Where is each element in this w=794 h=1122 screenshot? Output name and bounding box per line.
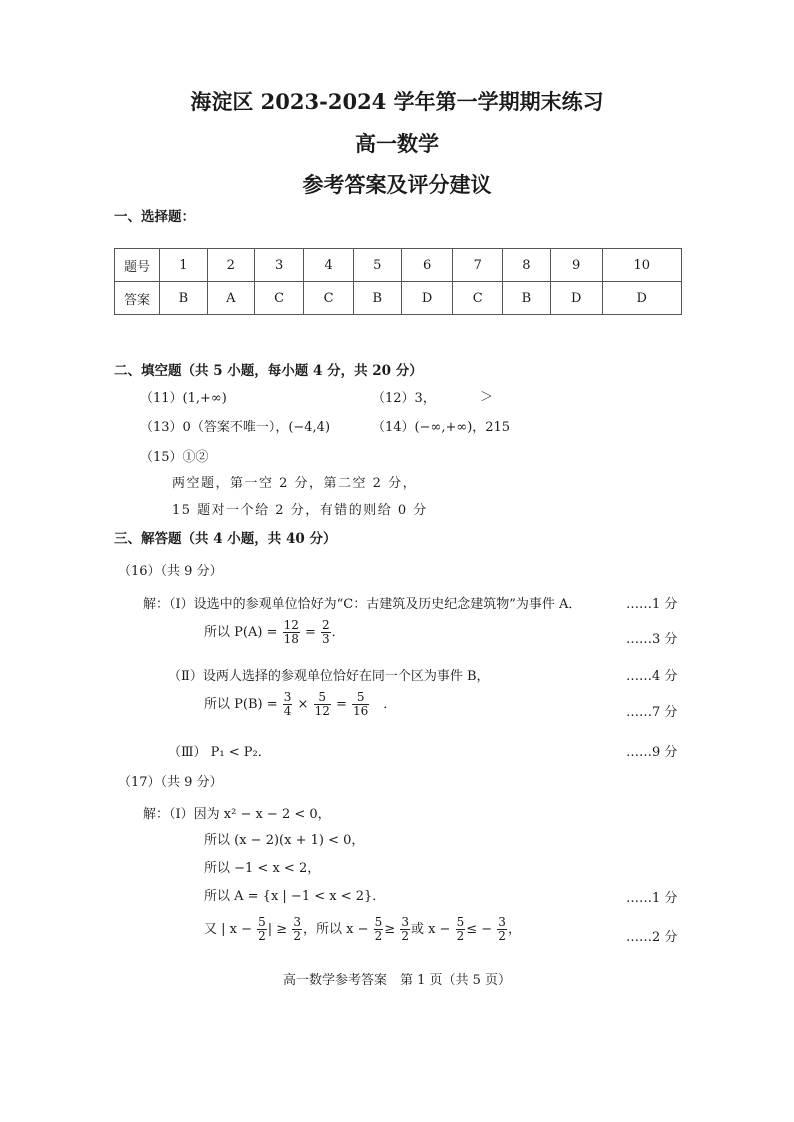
answer-12: （12）3， — [372, 391, 436, 406]
q16-part2: （Ⅱ）设两人选择的参观单位恰好在同一个区为事件 B， — [168, 669, 490, 684]
fraction: $\frac{5}{2}$ — [258, 915, 266, 943]
answer-15: （15）①② — [140, 450, 209, 465]
answer-cell: A — [207, 282, 254, 315]
row-label-question: 题号 — [115, 249, 160, 282]
q17-line1: 解：（Ⅰ）因为 x² − x − 2 < 0， — [143, 807, 331, 822]
score-mark: ……3 分 — [626, 632, 678, 647]
fraction: $\frac{5}{16}$ — [353, 690, 369, 718]
q16-part3: （Ⅲ） P₁ < P₂． — [168, 745, 271, 760]
score-mark: ……9 分 — [626, 745, 678, 760]
section2-heading: 二、填空题（共 5 小题，每小题 4 分，共 20 分） — [114, 363, 423, 379]
answer-cell: B — [503, 282, 551, 315]
q16-part1: 解：（Ⅰ）设选中的参观单位恰好为“C：古建筑及历史纪念建筑物”为事件 A． — [143, 597, 582, 612]
question-number: 1 — [160, 249, 208, 282]
answer-cell: D — [401, 282, 453, 315]
fraction: $\frac{3}{2}$ — [401, 915, 409, 943]
answer-11: （11）(1,+∞) — [140, 391, 227, 406]
section1-heading: 一、选择题： — [114, 209, 195, 225]
score-mark: ……4 分 — [626, 669, 678, 684]
fraction: $\frac{5}{2}$ — [456, 915, 465, 943]
q17-line5: 又 | x − $\frac{5}{2}$ | ≥ $\frac{3}{2}$ ，所以 x − $\frac{5}{2}$ ≥ $\frac{3}{2}$ 或 x − $\frac{5}{2}$ ≤ − $\frac{3}{2}$ ， — [204, 915, 521, 943]
scoring-note: 两空题，第一空 2 分，第二空 2 分， — [172, 476, 418, 491]
subject-title: 高一数学 — [355, 131, 439, 156]
answer-cell: B — [160, 282, 208, 315]
formula-prefix: 所以 P(B) = — [204, 697, 278, 712]
page-footer: 高一数学参考答案 第 1 页（共 5 页） — [282, 973, 512, 988]
section3-heading: 三、解答题（共 4 小题，共 40 分） — [114, 531, 337, 547]
q16-line4: 所以 P(B) = $\frac{3}{4}$ × $\frac{5}{12}$ = $\frac{5}{16}$ ． — [204, 690, 397, 718]
row-label-answer: 答案 — [115, 282, 160, 315]
question-number: 2 — [207, 249, 254, 282]
page-subtitle: 参考答案及评分建议 — [302, 172, 492, 197]
answer-cell: B — [353, 282, 401, 315]
score-mark: ……2 分 — [626, 930, 678, 945]
answer-cell: C — [453, 282, 503, 315]
answer-12-comparison: ＞ — [480, 390, 494, 405]
answer-cell: D — [550, 282, 602, 315]
fraction: $\frac{3}{4}$ — [283, 690, 292, 718]
q16-label: （16）（共 9 分） — [118, 564, 223, 579]
fraction: $\frac{3}{2}$ — [293, 915, 301, 943]
question-number: 5 — [353, 249, 401, 282]
page-title: 海淀区 2023-2024 学年第一学期期末练习 — [190, 89, 604, 114]
q16-line2: 所以 P(A) = $\frac{12}{18}$ = $\frac{2}{3}$ ． — [204, 618, 345, 646]
fraction: $\frac{3}{2}$ — [498, 915, 506, 943]
score-mark: ……1 分 — [626, 891, 678, 906]
question-number: 7 — [453, 249, 503, 282]
answer-table — [114, 248, 682, 315]
question-number: 9 — [550, 249, 602, 282]
question-number: 8 — [503, 249, 551, 282]
answer-cell: D — [602, 282, 681, 315]
question-number: 6 — [401, 249, 453, 282]
answer-13: （13）0（答案不唯一），(−4,4) — [140, 420, 331, 435]
answer-cell: C — [304, 282, 354, 315]
question-number: 4 — [304, 249, 354, 282]
q17-label: （17）（共 9 分） — [118, 775, 223, 790]
question-number: 10 — [602, 249, 681, 282]
table-row — [115, 282, 682, 315]
score-mark: ……7 分 — [626, 705, 678, 720]
answer-cell: C — [254, 282, 304, 315]
fraction: $\frac{5}{2}$ — [374, 915, 383, 943]
scoring-note: 15 题对一个给 2 分，有错的则给 0 分 — [172, 503, 428, 518]
question-number: 3 — [254, 249, 304, 282]
fraction: $\frac{5}{12}$ — [314, 690, 330, 718]
q17-line4: 所以 A = {x | −1 < x < 2}． — [204, 889, 386, 904]
fraction: $\frac{2}{3}$ — [322, 618, 330, 646]
table-row — [115, 249, 682, 282]
fraction: $\frac{12}{18}$ — [283, 618, 299, 646]
score-mark: ……1 分 — [626, 597, 678, 612]
formula-prefix: 所以 P(A) = — [204, 625, 278, 640]
q17-line3: 所以 −1 < x < 2， — [204, 861, 321, 876]
answer-14: （14）(−∞,+∞)，215 — [372, 420, 511, 435]
q17-line2: 所以 (x − 2)(x + 1) < 0， — [204, 833, 365, 848]
